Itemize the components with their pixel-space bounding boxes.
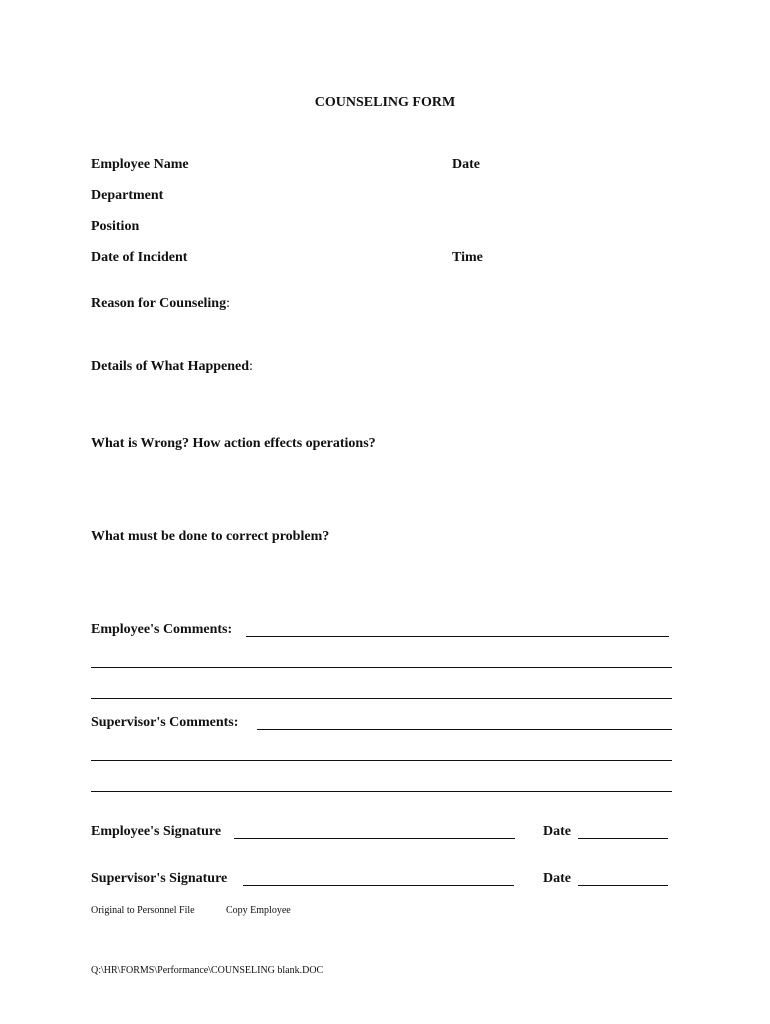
employee-comments-line-2[interactable] bbox=[91, 667, 672, 668]
employee-signature-line[interactable] bbox=[234, 838, 515, 839]
details-label bbox=[91, 359, 253, 375]
distribution-original: Original to Personnel File bbox=[91, 905, 195, 916]
file-path-footer: Q:\HR\FORMS\Performance\COUNSELING blank.DOC bbox=[91, 965, 324, 976]
supervisor-comments-line-2[interactable] bbox=[91, 760, 672, 761]
supervisor-comments-line-1[interactable] bbox=[257, 729, 672, 730]
department-label: Department bbox=[91, 188, 164, 203]
reason-colon: : bbox=[226, 296, 230, 311]
employee-comments-line-1[interactable] bbox=[246, 636, 669, 637]
time-label: Time bbox=[452, 250, 483, 265]
employee-signature-date-label: Date bbox=[543, 824, 571, 839]
supervisor-signature-line[interactable] bbox=[243, 885, 514, 886]
supervisor-comments-line-3[interactable] bbox=[91, 791, 672, 792]
supervisor-signature-date-line[interactable] bbox=[578, 885, 668, 886]
form-title: COUNSELING FORM bbox=[314, 95, 456, 110]
reason-for-counseling-label bbox=[91, 296, 230, 312]
employee-signature-date-line[interactable] bbox=[578, 838, 668, 839]
distribution-copy: Copy Employee bbox=[226, 905, 291, 916]
supervisor-signature-date-label: Date bbox=[543, 871, 571, 886]
supervisor-signature-label: Supervisor's Signature bbox=[91, 871, 228, 886]
employee-comments-line-3[interactable] bbox=[91, 698, 672, 699]
reason-label-text: Reason for Counseling bbox=[91, 296, 227, 311]
date-label: Date bbox=[452, 157, 480, 172]
date-of-incident-label: Date of Incident bbox=[91, 250, 188, 265]
employee-comments-label: Employee's Comments: bbox=[91, 622, 233, 637]
correct-problem-label: What must be done to correct problem? bbox=[91, 529, 330, 544]
employee-signature-label: Employee's Signature bbox=[91, 824, 222, 839]
what-is-wrong-label: What is Wrong? How action effects operations? bbox=[91, 436, 376, 451]
details-label-text: Details of What Happened bbox=[91, 359, 250, 374]
supervisor-comments-label: Supervisor's Comments: bbox=[91, 715, 239, 730]
position-label: Position bbox=[91, 219, 140, 234]
employee-name-label: Employee Name bbox=[91, 157, 189, 172]
details-colon: : bbox=[249, 359, 253, 374]
